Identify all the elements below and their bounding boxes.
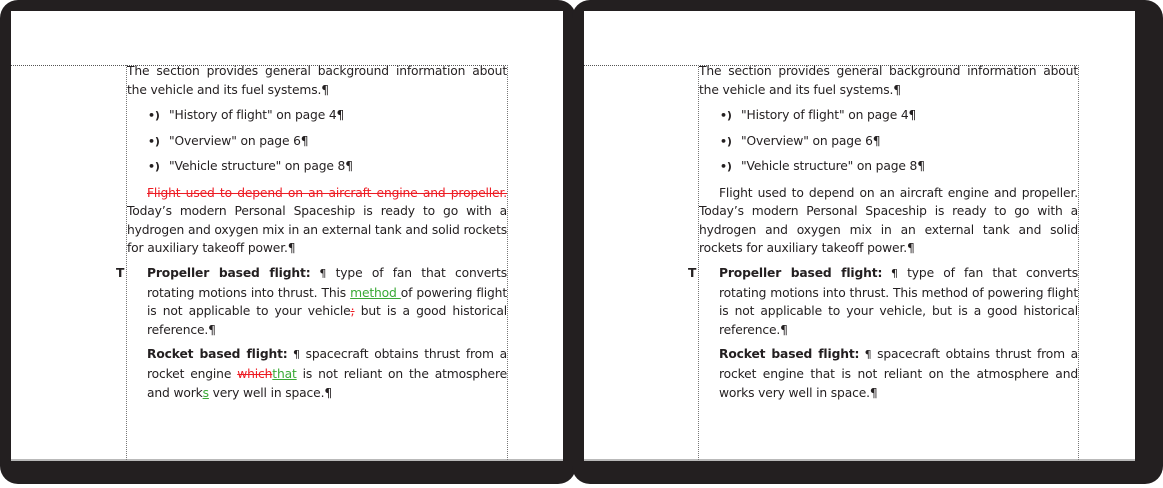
- deleted-text[interactable]: which: [237, 367, 273, 382]
- tab-marker: ¶: [287, 348, 300, 362]
- definition-rocket: [127, 345, 507, 402]
- block-marker-icon: T: [116, 266, 125, 281]
- definition-term: Propeller based flight:: [147, 266, 311, 281]
- bullet-item: [127, 129, 507, 155]
- bullet-icon: •): [720, 160, 732, 174]
- bullet-icon: •): [720, 109, 732, 123]
- intro-paragraph: The section provides general background information about the vehicle and its fuel systems.¶: [699, 64, 1078, 97]
- right-text-frame[interactable]: [688, 62, 1078, 402]
- inserted-text[interactable]: s: [202, 385, 209, 400]
- bullet-item: [699, 103, 1078, 129]
- deleted-text[interactable]: ;: [350, 304, 355, 319]
- definition-text: of powering flight is not applicable to your vehicle: [147, 285, 508, 319]
- right-text-frame-right-guide: [1078, 65, 1079, 460]
- bullet-text[interactable]: "History of flight" on page 4¶: [169, 108, 345, 123]
- left-text-frame-right-guide: [507, 65, 508, 460]
- definition-text: very well in space.¶: [208, 385, 333, 400]
- bullet-icon: •): [148, 109, 160, 123]
- definition-propeller: [688, 264, 1078, 339]
- tab-marker: ¶: [882, 267, 898, 281]
- definition-rocket: [699, 345, 1078, 402]
- tab-marker: ¶: [859, 348, 872, 362]
- deleted-text[interactable]: Flight used to depend on an aircraft engine and propeller.: [147, 185, 507, 200]
- bullet-item: [699, 129, 1078, 155]
- inserted-text[interactable]: method: [350, 285, 401, 300]
- block-marker-icon: T: [688, 266, 697, 281]
- definition-text: type of fan that converts rotating motions into thrust. This: [147, 266, 507, 300]
- definition-term: Propeller based flight:: [719, 266, 883, 281]
- definition-term: Rocket based flight:: [719, 347, 860, 362]
- bullet-icon: •): [148, 160, 160, 174]
- definition-term: Rocket based flight:: [147, 347, 288, 362]
- definition-text: spacecraft obtains thrust from a rocket engine: [147, 347, 507, 382]
- bullet-text[interactable]: "Overview" on page 6¶: [169, 133, 309, 148]
- intro-paragraph: The section provides general background information about the vehicle and its fuel systems.¶: [127, 64, 507, 97]
- inserted-text[interactable]: that: [272, 367, 297, 382]
- bullet-text[interactable]: "History of flight" on page 4¶: [741, 108, 917, 123]
- definition-text: type of fan that converts rotating motions into thrust. This method of powering flight is not applicable to your vehicle, but is a good historical reference.¶: [719, 266, 1078, 337]
- bullet-item: [127, 103, 507, 129]
- body-paragraph: [127, 184, 507, 258]
- bullet-text[interactable]: "Overview" on page 6¶: [741, 133, 881, 148]
- body-text: Today’s modern Personal Spaceship is ready to go with a hydrogen and oxygen mix in an external tank and solid rockets for auxiliary takeoff power.¶: [127, 204, 507, 256]
- definition-text: spacecraft obtains thrust from a rocket engine that is not reliant on the atmosphere and works very well in space.¶: [719, 347, 1078, 400]
- bullet-item: [127, 154, 507, 180]
- definition-text: but is a good historical reference.¶: [147, 304, 507, 337]
- left-text-frame[interactable]: [116, 62, 508, 402]
- bullet-icon: •): [720, 134, 732, 148]
- definition-propeller: [116, 264, 508, 339]
- body-paragraph: Flight used to depend on an aircraft engine and propeller. Today’s modern Personal Spaceship is ready to go with a hydrogen and oxygen mix in an external tank and solid rockets for auxiliary takeoff power.¶: [699, 185, 1078, 256]
- bullet-text[interactable]: "Vehicle structure" on page 8¶: [741, 159, 925, 174]
- bullet-item: [699, 154, 1078, 180]
- bullet-text[interactable]: "Vehicle structure" on page 8¶: [169, 159, 353, 174]
- bullet-icon: •): [148, 134, 160, 148]
- definition-text: is not reliant on the atmosphere and work: [147, 367, 507, 400]
- tab-marker: ¶: [310, 267, 327, 281]
